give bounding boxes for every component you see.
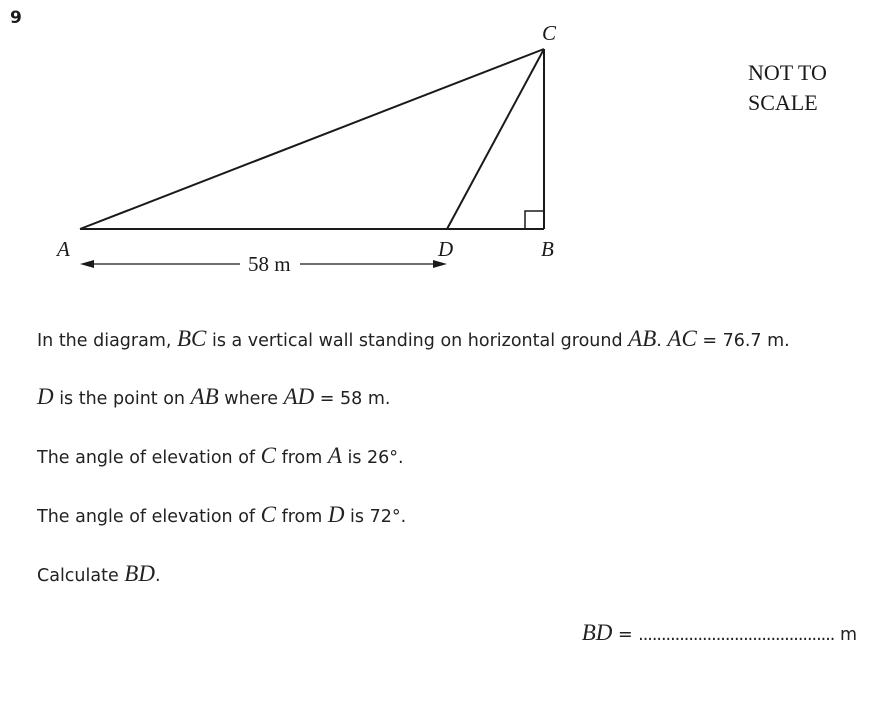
instruction-line: Calculate BD.	[37, 561, 161, 586]
note-line-1: NOT TO	[748, 60, 827, 85]
line-dc	[447, 49, 544, 229]
statement-line-1: In the diagram, BC is a vertical wall standing on horizontal ground AB. AC = 76.7 m.	[37, 326, 790, 351]
label-d: D	[438, 237, 454, 261]
measure-label: 58 m	[248, 252, 291, 276]
arrowhead-left	[80, 260, 94, 268]
right-angle-marker	[525, 211, 544, 229]
note-line-2: SCALE	[748, 90, 818, 115]
answer-unit: m	[834, 625, 857, 645]
arrowhead-right	[433, 260, 447, 268]
statement-line-3: The angle of elevation of C from A is 26°.	[37, 443, 404, 468]
label-a: A	[57, 237, 70, 261]
label-b: B	[541, 237, 554, 261]
label-c: C	[542, 21, 557, 45]
statement-line-2: D is the point on AB where AD = 58 m.	[37, 384, 391, 409]
question-number: 9	[10, 8, 22, 28]
answer-variable: BD	[581, 620, 613, 645]
not-to-scale-note	[748, 58, 827, 118]
answer-blank[interactable]: ...........................................	[638, 625, 835, 645]
answer-line: BD = ........................................... m	[581, 620, 857, 645]
line-ac	[80, 49, 544, 229]
triangle-diagram	[0, 0, 883, 300]
statement-line-4: The angle of elevation of C from D is 72°.	[37, 502, 407, 527]
